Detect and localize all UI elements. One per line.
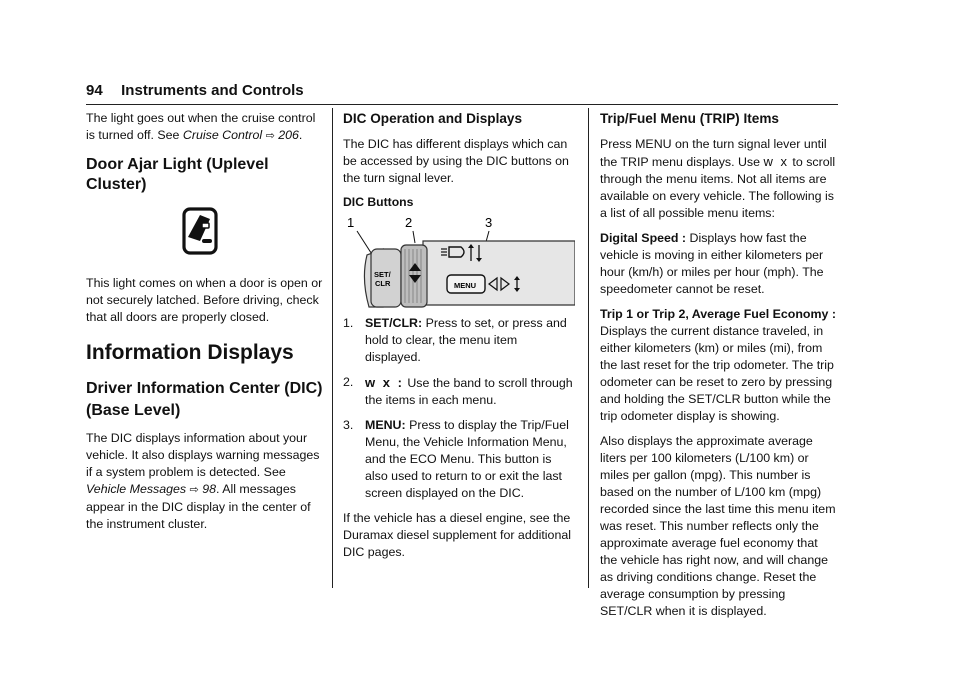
- vehicle-messages-page-ref[interactable]: 98: [202, 482, 217, 496]
- diesel-paragraph: If the vehicle has a diesel engine, see the Duramax diesel supplement for additional DIC pages.: [343, 511, 571, 559]
- digital-speed-term: Digital Speed :: [600, 231, 687, 245]
- scroll-arrows-icon: w x: [763, 154, 789, 169]
- trip-intro: [600, 136, 838, 222]
- dic-paragraph: [86, 430, 324, 533]
- column-2: [343, 110, 575, 569]
- menu-button-label: MENU: [454, 281, 477, 290]
- cruise-control-link[interactable]: Cruise Control: [182, 128, 263, 142]
- setclr-label-1: SET/: [374, 270, 391, 279]
- door-ajar-text: This light comes on when a door is open or not securely latched. Before driving, check that all doors are properly closed.: [86, 276, 323, 324]
- dic-operation-heading: DIC Operation and Displays: [343, 111, 523, 126]
- menu-term: MENU:: [365, 418, 406, 432]
- trip-text: Displays the current distance traveled, in either kilometers (km) or miles (mi), from the last reset for the trip odometer. The trip odometer can be reset to zero by pressing and holding the SET/CLR button while the trip odometer display is showing.: [600, 324, 834, 423]
- turn-signal-lever-figure: [343, 215, 575, 311]
- dic-buttons-label: DIC Buttons: [343, 195, 414, 209]
- callout-1: 1: [347, 215, 355, 230]
- trip-term: Trip 1 or Trip 2, Average Fuel Economy :: [600, 307, 836, 321]
- digital-speed-paragraph: [600, 230, 838, 298]
- trip-paragraph: [600, 306, 838, 425]
- trip-intro-text-2: to scroll through the menu items. Not all items are available on every vehicle. The following is a list of all possible menu items:: [600, 155, 836, 220]
- list-item: [343, 374, 575, 409]
- menu-text: Press to display the Trip/Fuel Menu, the Vehicle Information Menu, and the ECO Menu. This button is also used to return to or exit the last screen displayed on the DIC.: [365, 418, 569, 500]
- door-ajar-icon: [180, 205, 220, 257]
- column-3: [600, 110, 838, 628]
- page-ref-icon: ⇨: [265, 130, 275, 142]
- dic-button-list: [343, 315, 575, 502]
- trip-fuel-heading: Trip/Fuel Menu (TRIP) Items: [600, 111, 779, 126]
- vehicle-messages-link[interactable]: Vehicle Messages: [86, 482, 187, 496]
- cruise-text: The light goes out when the cruise control is turned off. See: [86, 111, 316, 142]
- door-ajar-heading: Door Ajar Light (Uplevel Cluster): [86, 156, 269, 193]
- column-divider-1: [332, 108, 333, 588]
- callout-2: 2: [405, 215, 413, 230]
- column-divider-2: [588, 108, 589, 588]
- scroll-arrows-icon: w x :: [365, 375, 404, 390]
- cruise-page-ref[interactable]: 206: [278, 128, 299, 142]
- section-title: Instruments and Controls: [121, 82, 304, 99]
- dic-operation-intro: The DIC has different displays which can be accessed by using the DIC buttons on the turn signal lever.: [343, 137, 569, 185]
- dic-text: The DIC displays information about your vehicle. It also displays warning messages if a system problem is detected. See: [86, 431, 320, 479]
- setclr-label-2: CLR: [375, 279, 391, 288]
- list-number: 1.: [343, 316, 354, 330]
- page-ref-icon: ⇨: [189, 484, 199, 496]
- info-displays-heading: Information Displays: [86, 341, 294, 364]
- set-clr-term: SET/CLR:: [365, 316, 423, 330]
- cruise-paragraph: The light goes out when the cruise control is turned off. See Cruise Control ⇨ 206.: [86, 111, 316, 142]
- fuel-economy-paragraph: Also displays the approximate average liters per 100 kilometers (L/100 km) or miles per gallon (mpg). This number is based on the number of L/100 km (mpg) recorded since the last time this menu item was reset. This number reflects only the approximate average fuel economy that the vehicle has right now, and will change as driving conditions change. Reset the average consumption by pressing SET/CLR when it is displayed.: [600, 434, 836, 618]
- dic-text-end: . All messages appear in the DIC display in the center of the instrument cluster.: [86, 482, 311, 531]
- page-header: [86, 82, 838, 105]
- digital-speed-text: Displays how fast the vehicle is moving in either kilometers per hour (km/h) or miles per hour (mph). The speedometer cannot be reset.: [600, 231, 824, 296]
- list-item: [343, 315, 575, 366]
- callout-3: 3: [485, 215, 493, 230]
- scroll-text: Use the band to scroll through the items in each menu.: [365, 376, 573, 407]
- dic-heading: Driver Information Center (DIC) (Base Level): [86, 380, 323, 419]
- list-item: [343, 417, 575, 502]
- list-number: 2.: [343, 375, 354, 389]
- trip-intro-text: Press MENU on the turn signal lever until the TRIP menu displays. Use: [600, 137, 827, 169]
- column-1: [86, 110, 324, 541]
- page-number: 94: [86, 82, 103, 99]
- set-clr-text: Press to set, or press and hold to clear, the menu item displayed.: [365, 316, 567, 364]
- list-number: 3.: [343, 418, 354, 432]
